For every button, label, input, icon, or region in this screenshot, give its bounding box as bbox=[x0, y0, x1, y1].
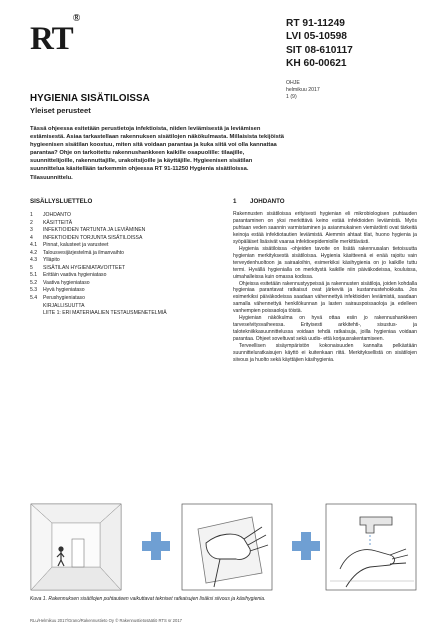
toc-item bbox=[30, 235, 220, 243]
plus-icon bbox=[292, 532, 320, 560]
toc-item-number: 5.1 bbox=[30, 272, 38, 279]
toc-item-number: 5.3 bbox=[30, 287, 38, 294]
toc-item bbox=[30, 287, 220, 295]
toc-item bbox=[30, 250, 220, 258]
toc-item bbox=[30, 272, 220, 280]
cleaning-hand-icon bbox=[182, 504, 272, 590]
hygiene-figure bbox=[30, 503, 418, 591]
toc-heading: SISÄLLYSLUETTELO bbox=[30, 198, 93, 205]
body-paragraph: Hygienia sisätiloissa -ohjeiden tavoite on lisätä rakennusalan tietoisuutta hygienian merkityksestä sisätiloissa. Hygienia käsitteenä ei enää rajoitu vain terveydenhuoltoon ja sairaaloihin, esimerkiksi käsihygienia on jo kaikille tuttu termi. Hyvällä hygienialla on merkitystä kaikille niin päiväkodeissa, kouluissa, uimahalleissa kuin omassa kodissa. bbox=[233, 245, 417, 280]
toc-item-label: Hyvä hygieniataso bbox=[43, 287, 85, 294]
body-paragraph: Hygienian näkökulma on hyvä ottaa esiin jo rakennushankkeen tarveselvitysvaiheessa. Erityisesti arkkitehti-, sisustus- ja talotekniikkasuunnittelussa voidaan tehdä ratkaisuja, joilla hygieniaa voidaan parantaa. Ohjeet soveltuvat sekä uudis- että korjausrakentamiseen. bbox=[233, 315, 417, 343]
document-subtitle: Yleiset perusteet bbox=[30, 106, 91, 115]
section-body bbox=[233, 211, 417, 364]
toc-item-label: KÄSITTEITÄ bbox=[43, 219, 73, 226]
toc-item-label: INFEKTIOIDEN TARTUNTA JA LEVIÄMINEN bbox=[43, 227, 146, 234]
toc-item-number: 5 bbox=[30, 264, 33, 271]
code-kh: KH 60-00621 bbox=[286, 57, 347, 69]
toc-item bbox=[30, 295, 220, 303]
toc-item-label: KIRJALLISUUTTA bbox=[43, 302, 85, 309]
toc-item-number: 4.1 bbox=[30, 242, 38, 249]
toc-item-label: Talousvesijärjestelmä ja ilmanvaihto bbox=[43, 249, 124, 256]
toc-item-number: 1 bbox=[30, 212, 33, 218]
toc-item-label: SISÄTILAN HYGIENIATAVOITTEET bbox=[43, 264, 126, 271]
toc-item bbox=[30, 242, 220, 250]
toc-item-label: LIITE 1: ERI MATERIAALIEN TESTAUSMENETELMIÄ bbox=[43, 310, 167, 317]
toc-item-number: 5.2 bbox=[30, 279, 38, 286]
toc-item-label: Ylläpito bbox=[43, 257, 60, 264]
document-meta bbox=[286, 80, 320, 101]
rt-logo: RT® bbox=[30, 13, 80, 57]
toc-item-label: JOHDANTO bbox=[43, 212, 71, 218]
toc-item-label: Erittäin vaativa hygieniataso bbox=[43, 272, 107, 279]
room-icon bbox=[31, 504, 121, 590]
body-paragraph: Rakennusten sisätiloissa erityisesti hygienian eli mikrobiologisen puhtauden parantaminen on yksi merkittävä keino estää infektioiden leviämistä. Myös puhtaan veden saannin varmistaminen ja asianmukainen viemäröinti ovat tärkeitä keinoja estää infektiotautien leviämistä. Aiemmin ahtaat tilat, huono hygienia ja syöpäläiset lisäsivät vaaraa infektioepidemioille merkittävästi. bbox=[233, 211, 417, 245]
table-of-contents bbox=[30, 212, 220, 318]
toc-item bbox=[30, 257, 220, 265]
code-rt: RT 91-11249 bbox=[286, 18, 345, 29]
toc-item-label: Vaativa hygieniataso bbox=[43, 279, 90, 286]
toc-item-label: INFEKTIOIDEN TORJUNTA SISÄTILOISSA bbox=[43, 234, 143, 241]
toc-item-number bbox=[30, 310, 43, 318]
toc-item bbox=[30, 310, 220, 318]
doc-type: OHJE bbox=[286, 80, 300, 86]
toc-item-number bbox=[30, 303, 43, 311]
document-codes bbox=[286, 17, 353, 70]
toc-item-number: 4.2 bbox=[30, 249, 38, 256]
toc-item bbox=[30, 265, 220, 273]
toc-item-number: 4.3 bbox=[30, 257, 38, 264]
toc-item bbox=[30, 303, 220, 311]
intro-paragraph: Tässä ohjeessa esitetään perustietoja infektioista, niiden leviämisestä ja leviämisen estämisestä. Asiaa tarkastellaan rakennuksen sisätilojen näkökulmasta. Millaisista tekijöistä hygieenisen sisätilan koostuu, miten sitä voidaan parantaa ja kuka siitä voi olla kannattaa parantaa? Ohje on tarkoitettu rakennushankkeen kaikille osapuolille: tilaajille, suunnittelijoille, rakennuttajille, urakoitsijoille ja käyttäjille. Hygieenisen sisätilan suunnittelua käsitellään tarkemmin ohjeessa RT 91-11250 Hygienia sisätiloissa. Tilasuunnittelu. bbox=[30, 126, 285, 181]
toc-item-number: 3 bbox=[30, 227, 33, 234]
body-paragraph: Terveellisen sisäympäristön kokonaisuuden kannalta pelkästään suunnitteluratkaisujen käyttö ei kuitenkaan riitä. Merkityksellistä on sisätilojen siivous ja huolto sekä käyttäjien käsihygienia. bbox=[233, 343, 417, 364]
document-title: HYGIENIA SISÄTILOISSA bbox=[30, 93, 150, 104]
page-footer: RLu/Helmikuu 2017/Grano/Rakennustieto Oy © Rakennustietosäätiö RTS sr 2017 bbox=[30, 618, 182, 623]
toc-item-label: Pinnat, kalusteet ja varusteet bbox=[43, 242, 109, 249]
code-sit: SIT 08-610117 bbox=[286, 44, 353, 56]
doc-date: helmikuu 2017 bbox=[286, 87, 320, 93]
toc-item bbox=[30, 280, 220, 288]
plus-icon bbox=[142, 532, 170, 560]
toc-item-number: 5.4 bbox=[30, 295, 38, 302]
handwash-icon bbox=[326, 504, 416, 590]
toc-item-label: Perushygieniataso bbox=[43, 295, 85, 302]
toc-item-number: 4 bbox=[30, 234, 33, 241]
doc-page: 1 (9) bbox=[286, 94, 297, 100]
toc-item bbox=[30, 220, 220, 228]
code-lvi: LVI 05-10598 bbox=[286, 31, 347, 43]
body-paragraph: Ohjeissa esitetään rakennustyypeissä ja rakennusten sisätiloja, joiden kohdalla hygieniaa parantavat ratkaisut ovat järkeviä ja kustannustehokkaita. Jos esimerkiksi päiväkodeissa saadaan vähennettyä infektioiden leviämistä, saadaan samalla vähennettyä henkilökunnan ja lasten sairauspoissaoloja ja edelleen vanhempien poissaoloja töistä. bbox=[233, 280, 417, 315]
section-heading: 1 JOHDANTO bbox=[233, 198, 285, 205]
toc-item-number: 2 bbox=[30, 219, 33, 226]
toc-item bbox=[30, 227, 220, 235]
toc-item bbox=[30, 212, 220, 220]
figure-caption: Kuva 1. Rakennuksen sisätilojen puhtauteen vaikuttavat tekniset ratkaisujen lisäksi siivous ja käsihygienia. bbox=[30, 596, 266, 602]
